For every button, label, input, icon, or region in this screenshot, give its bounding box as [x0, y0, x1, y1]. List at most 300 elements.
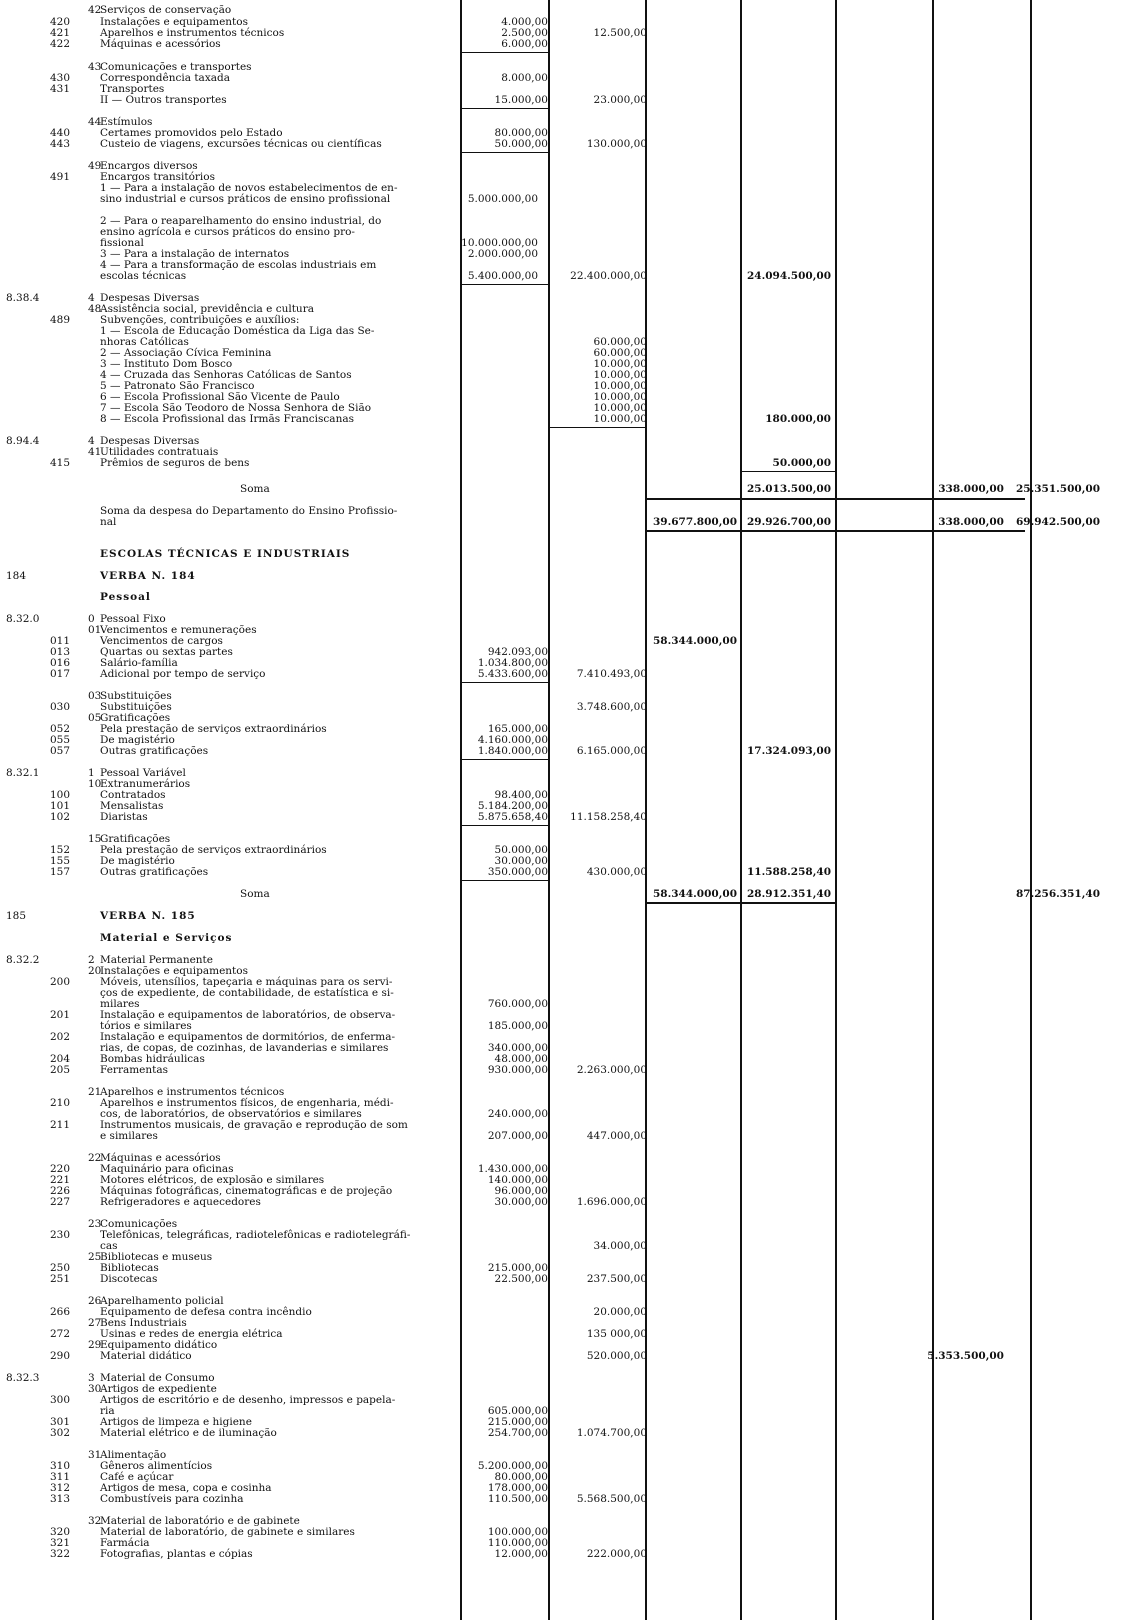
- item-code: 013: [50, 646, 71, 658]
- item-label: Encargos transitórios: [100, 171, 215, 183]
- amount-a1: 1.840.000,00: [477, 745, 548, 757]
- item-label: Instalação e equipamentos de dormitórios, de enferma-: [100, 1031, 396, 1043]
- item-label: Café e açúcar: [100, 1471, 174, 1483]
- amount-a1: 760.000,00: [487, 998, 548, 1010]
- amount-a1: 50.000,00: [494, 138, 548, 150]
- item-label: Pessoal: [100, 591, 151, 603]
- amount-a1: 215.000,00: [487, 1416, 548, 1428]
- amount-a2: 11.158.258,40: [570, 811, 647, 823]
- amount-a2: 10.000,00: [593, 413, 647, 425]
- amount-a1: 215.000,00: [487, 1262, 548, 1274]
- group-code: 32: [88, 1515, 102, 1527]
- item-code: 052: [50, 723, 71, 735]
- item-label: milares: [100, 998, 140, 1010]
- group-code: 4: [88, 292, 95, 304]
- item-label: 1 — Escola de Educação Doméstica da Liga das Se-: [100, 325, 375, 337]
- amount-a6: 87.256.351,40: [1015, 888, 1100, 900]
- item-code: 440: [50, 127, 71, 139]
- item-code: 157: [50, 866, 71, 878]
- item-label: Comunicações e transportes: [100, 61, 252, 73]
- amount-a6: 25.351.500,00: [1015, 483, 1100, 495]
- rule: [460, 759, 548, 760]
- item-code: 266: [50, 1306, 71, 1318]
- item-label: Comunicações: [100, 1218, 178, 1230]
- item-label: Fotografias, plantas e cópias: [100, 1548, 253, 1560]
- item-label: Salário-família: [100, 657, 178, 669]
- group-code: 22: [88, 1152, 102, 1164]
- amount-a2: 237.500,00: [586, 1273, 647, 1285]
- rule: [460, 108, 548, 109]
- item-code: 320: [50, 1526, 71, 1538]
- amount-a1: 30.000,00: [494, 1196, 548, 1208]
- amount-a4: 11.588.258,40: [746, 866, 831, 878]
- item-code: 300: [50, 1394, 71, 1406]
- item-label: Motores elétricos, de explosão e similares: [100, 1174, 325, 1186]
- item-label: Aparelhos e instrumentos técnicos: [100, 1086, 285, 1098]
- item-label: Alimentação: [100, 1449, 167, 1461]
- amount-a4: 50.000,00: [772, 457, 831, 469]
- amount-a2: 2.263.000,00: [576, 1064, 647, 1076]
- item-label: Material e Serviços: [100, 932, 233, 944]
- item-code: 311: [50, 1471, 71, 1483]
- group-code: 26: [88, 1295, 102, 1307]
- amount-a1: 185.000,00: [487, 1020, 548, 1032]
- amount-a1: 2.500,00: [501, 27, 548, 39]
- table-row: [0, 138, 1132, 150]
- amount-a1: 178.000,00: [487, 1482, 548, 1494]
- item-label: Artigos de mesa, copa e cosinha: [100, 1482, 272, 1494]
- group-code: 25: [88, 1251, 102, 1263]
- item-code: 301: [50, 1416, 71, 1428]
- amount-a1: 110.000,00: [487, 1537, 548, 1549]
- group-code: 10: [88, 778, 102, 790]
- amount-a1: 80.000,00: [494, 127, 548, 139]
- item-label: Soma da despesa do Departamento do Ensino Profissio-: [100, 505, 398, 517]
- item-label: Substituições: [100, 701, 172, 713]
- rule: [460, 152, 548, 153]
- item-label: Pessoal Variável: [100, 767, 186, 779]
- amount-a2: 3.748.600,00: [576, 701, 647, 713]
- item-code: 210: [50, 1097, 71, 1109]
- amount-a1: 240.000,00: [487, 1108, 548, 1120]
- amount-a4: 24.094.500,00: [746, 270, 831, 282]
- amount-a2: 1.696.000,00: [576, 1196, 647, 1208]
- item-code: 251: [50, 1273, 71, 1285]
- item-code: 321: [50, 1537, 71, 1549]
- rule: [645, 498, 1025, 500]
- amount-a1: 50.000,00: [494, 844, 548, 856]
- amount-a1: 4.160.000,00: [477, 734, 548, 746]
- item-label: Artigos de limpeza e higiene: [100, 1416, 252, 1428]
- item-label: Material de Consumo: [100, 1372, 215, 1384]
- table-row: [0, 516, 1132, 528]
- item-label: nal: [100, 516, 117, 528]
- amount-a4: 180.000,00: [765, 413, 831, 425]
- table-row: [0, 38, 1132, 50]
- item-label: Diaristas: [100, 811, 148, 823]
- item-label: Farmácia: [100, 1537, 150, 1549]
- item-label: nhoras Católicas: [100, 336, 189, 348]
- item-label: Aparelhos e instrumentos técnicos: [100, 27, 285, 39]
- item-label: Pessoal Fixo: [100, 613, 166, 625]
- item-code: 230: [50, 1229, 71, 1241]
- amount-a1: 48.000,00: [494, 1053, 548, 1065]
- amount-a1: 5.875.658,40: [477, 811, 548, 823]
- item-label: Outras gratificações: [100, 745, 209, 757]
- item-label: Bombas hidráulicas: [100, 1053, 205, 1065]
- item-code: 200: [50, 976, 71, 988]
- item-code: 205: [50, 1064, 71, 1076]
- item-label: 2 — Associação Cívica Feminina: [100, 347, 272, 359]
- item-label: escolas técnicas: [100, 270, 187, 282]
- amount-a0: 5.000.000,00: [467, 193, 538, 205]
- amount-a1: 350.000,00: [487, 866, 548, 878]
- table-row: [0, 1273, 1132, 1285]
- amount-a1: 8.000,00: [501, 72, 548, 84]
- item-label: Material de laboratório e de gabinete: [100, 1515, 300, 1527]
- item-code: 220: [50, 1163, 71, 1175]
- item-label: Vencimentos de cargos: [100, 635, 223, 647]
- section-code: 8.32.2: [6, 954, 40, 966]
- amount-a1: 165.000,00: [487, 723, 548, 735]
- item-code: 011: [50, 635, 71, 647]
- table-row: [0, 570, 1132, 582]
- item-label: Vencimentos e remunerações: [100, 624, 257, 636]
- rule: [645, 530, 1025, 532]
- item-label: Despesas Diversas: [100, 292, 200, 304]
- item-label: Aparelhamento policial: [100, 1295, 224, 1307]
- amount-a1: 942.093,00: [487, 646, 548, 658]
- item-label: Material Permanente: [100, 954, 213, 966]
- item-code: 491: [50, 171, 71, 183]
- item-code: 313: [50, 1493, 71, 1505]
- table-row: [0, 866, 1132, 878]
- table-row: [0, 4, 1132, 16]
- item-label: Equipamento de defesa contra incêndio: [100, 1306, 312, 1318]
- table-row: [0, 811, 1132, 823]
- item-label: Soma: [240, 483, 270, 495]
- item-label: ensino agrícola e cursos práticos do ensino pro-: [100, 226, 355, 238]
- item-code: 100: [50, 789, 71, 801]
- item-code: 152: [50, 844, 71, 856]
- table-row: [0, 1064, 1132, 1076]
- item-label: ESCOLAS TÉCNICAS E INDUSTRIAIS: [100, 548, 351, 560]
- amount-a6: 69.942.500,00: [1015, 516, 1100, 528]
- rule: [460, 825, 548, 826]
- table-row: [0, 745, 1132, 757]
- amount-a3: 58.344.000,00: [652, 888, 737, 900]
- item-label: Custeio de viagens, excursões técnicas ou científicas: [100, 138, 382, 150]
- item-label: Móveis, utensílios, tapeçaria e máquinas para os servi-: [100, 976, 393, 988]
- item-label: Material elétrico e de iluminação: [100, 1427, 277, 1439]
- item-code: 201: [50, 1009, 71, 1021]
- item-label: tórios e similares: [100, 1020, 192, 1032]
- amount-a1: 140.000,00: [487, 1174, 548, 1186]
- amount-a2: 222.000,00: [586, 1548, 647, 1560]
- item-label: 4 — Para a transformação de escolas industriais em: [100, 259, 377, 271]
- item-label: Máquinas fotográficas, cinematográficas e de projeção: [100, 1185, 393, 1197]
- amount-a1: 4.000,00: [501, 16, 548, 28]
- item-label: ria: [100, 1405, 115, 1417]
- item-code: 420: [50, 16, 71, 28]
- amount-a2: 20.000,00: [593, 1306, 647, 1318]
- amount-a5: 338.000,00: [938, 516, 1004, 528]
- amount-a1: 15.000,00: [494, 94, 548, 106]
- section-code: 8.32.3: [6, 1372, 40, 1384]
- group-code: 15: [88, 833, 102, 845]
- amount-a1: 5.200.000,00: [477, 1460, 548, 1472]
- table-row: [0, 94, 1132, 106]
- group-code: 01: [88, 624, 102, 636]
- item-label: De magistério: [100, 734, 175, 746]
- item-label: Utilidades contratuais: [100, 446, 219, 458]
- table-row: [0, 888, 1132, 900]
- item-label: II — Outros transportes: [100, 94, 227, 106]
- item-code: 226: [50, 1185, 71, 1197]
- group-code: 21: [88, 1086, 102, 1098]
- amount-a2: 34.000,00: [593, 1240, 647, 1252]
- group-code: 31: [88, 1449, 102, 1461]
- group-code: 23: [88, 1218, 102, 1230]
- item-label: Contratados: [100, 789, 166, 801]
- item-label: Pela prestação de serviços extraordinários: [100, 844, 327, 856]
- item-label: sino industrial e cursos práticos de ensino profissional: [100, 193, 391, 205]
- amount-a1: 5.184.200,00: [477, 800, 548, 812]
- amount-a2: 5.568.500,00: [576, 1493, 647, 1505]
- item-code: 057: [50, 745, 71, 757]
- amount-a2: 447.000,00: [586, 1130, 647, 1142]
- item-label: 8 — Escola Profissional das Irmãs Franciscanas: [100, 413, 354, 425]
- item-code: 227: [50, 1196, 71, 1208]
- item-label: Despesas Diversas: [100, 435, 200, 447]
- item-code: 421: [50, 27, 71, 39]
- group-code: 4: [88, 435, 95, 447]
- item-label: Mensalistas: [100, 800, 164, 812]
- item-label: Artigos de expediente: [100, 1383, 217, 1395]
- amount-a1: 930.000,00: [487, 1064, 548, 1076]
- item-code: 489: [50, 314, 71, 326]
- amount-a2: 23.000,00: [593, 94, 647, 106]
- group-code: 27: [88, 1317, 102, 1329]
- item-code: 101: [50, 800, 71, 812]
- table-row: [0, 668, 1132, 680]
- item-label: Instrumentos musicais, de gravação e reprodução de som: [100, 1119, 408, 1131]
- item-label: 4 — Cruzada das Senhoras Católicas de Santos: [100, 369, 352, 381]
- rule: [460, 682, 548, 683]
- rule: [460, 880, 548, 881]
- amount-a2: 130.000,00: [586, 138, 647, 150]
- amount-a1: 30.000,00: [494, 855, 548, 867]
- item-code: 030: [50, 701, 71, 713]
- item-code: 290: [50, 1350, 71, 1362]
- item-label: Máquinas e acessórios: [100, 38, 221, 50]
- group-code: 43: [88, 61, 102, 73]
- item-label: Refrigeradores e aquecedores: [100, 1196, 261, 1208]
- item-label: Maquinário para oficinas: [100, 1163, 234, 1175]
- item-code: 430: [50, 72, 71, 84]
- item-label: Serviços de conservação: [100, 4, 232, 16]
- item-label: Estímulos: [100, 116, 153, 128]
- rule: [460, 284, 548, 285]
- group-code: 03: [88, 690, 102, 702]
- group-code: 48: [88, 303, 102, 315]
- item-label: Artigos de escritório e de desenho, impressos e papela-: [100, 1394, 396, 1406]
- amount-a1: 5.433.600,00: [477, 668, 548, 680]
- amount-a2: 10.000,00: [593, 391, 647, 403]
- item-label: Equipamento didático: [100, 1339, 218, 1351]
- item-label: VERBA N. 184: [100, 570, 196, 582]
- item-label: Telefônicas, telegráficas, radiotelefônicas e radiotelegráfi-: [100, 1229, 411, 1241]
- item-code: 211: [50, 1119, 71, 1131]
- table-row: [0, 1350, 1132, 1362]
- item-label: 5 — Patronato São Francisco: [100, 380, 255, 392]
- amount-a0: 2.000.000,00: [467, 248, 538, 260]
- amount-a2: 10.000,00: [593, 380, 647, 392]
- item-label: 7 — Escola São Teodoro de Nossa Senhora de Sião: [100, 402, 372, 414]
- item-label: Transportes: [100, 83, 165, 95]
- amount-a0: 5.400.000,00: [467, 270, 538, 282]
- table-row: [0, 413, 1132, 425]
- item-label: Encargos diversos: [100, 160, 198, 172]
- item-code: 310: [50, 1460, 71, 1472]
- item-label: Ferramentas: [100, 1064, 169, 1076]
- item-label: Subvenções, contribuições e auxílios:: [100, 314, 300, 326]
- amount-a4: 28.912.351,40: [746, 888, 831, 900]
- item-label: Discotecas: [100, 1273, 158, 1285]
- group-code: 05: [88, 712, 102, 724]
- item-label: cos, de laboratórios, de observatórios e similares: [100, 1108, 362, 1120]
- amount-a4: 25.013.500,00: [746, 483, 831, 495]
- group-code: 30: [88, 1383, 102, 1395]
- amount-a2: 520.000,00: [586, 1350, 647, 1362]
- item-code: 202: [50, 1031, 71, 1043]
- table-row: [0, 1493, 1132, 1505]
- item-label: 1 — Para a instalação de novos estabelecimentos de en-: [100, 182, 398, 194]
- item-label: Pela prestação de serviços extraordinários: [100, 723, 327, 735]
- item-code: 017: [50, 668, 71, 680]
- amount-a4: 17.324.093,00: [746, 745, 831, 757]
- item-code: 221: [50, 1174, 71, 1186]
- amount-a2: 10.000,00: [593, 358, 647, 370]
- amount-a2: 60.000,00: [593, 336, 647, 348]
- group-code: 2: [88, 954, 95, 966]
- item-label: Usinas e redes de energia elétrica: [100, 1328, 283, 1340]
- table-row: [0, 483, 1132, 495]
- item-label: De magistério: [100, 855, 175, 867]
- group-code: 42: [88, 4, 102, 16]
- item-label: Outras gratificações: [100, 866, 209, 878]
- amount-a3: 58.344.000,00: [652, 635, 737, 647]
- amount-a1: 98.400,00: [494, 789, 548, 801]
- item-label: Gratificações: [100, 833, 171, 845]
- item-label: Prêmios de seguros de bens: [100, 457, 250, 469]
- group-code: 49: [88, 160, 102, 172]
- section-code: 8.32.0: [6, 613, 40, 625]
- group-code: 3: [88, 1372, 95, 1384]
- table-row: [0, 1548, 1132, 1560]
- item-label: Adicional por tempo de serviço: [100, 668, 266, 680]
- amount-a1: 6.000,00: [501, 38, 548, 50]
- amount-a2: 430.000,00: [586, 866, 647, 878]
- item-label: Gratificações: [100, 712, 171, 724]
- item-code: 431: [50, 83, 71, 95]
- item-code: 102: [50, 811, 71, 823]
- section-code: 184: [6, 570, 27, 582]
- item-label: Soma: [240, 888, 270, 900]
- rule: [740, 471, 835, 472]
- amount-a1: 110.500,00: [487, 1493, 548, 1505]
- amount-a1: 1.430.000,00: [477, 1163, 548, 1175]
- section-code: 185: [6, 910, 27, 922]
- group-code: 44: [88, 116, 102, 128]
- table-row: [0, 1196, 1132, 1208]
- amount-a1: 254.700,00: [487, 1427, 548, 1439]
- amount-a2: 60.000,00: [593, 347, 647, 359]
- amount-a2: 22.400.000,00: [570, 270, 647, 282]
- amount-a0: 10.000.000,00: [461, 237, 538, 249]
- amount-a5: 5.353.500,00: [927, 1350, 1004, 1362]
- item-label: Combustíveis para cozinha: [100, 1493, 244, 1505]
- item-code: 302: [50, 1427, 71, 1439]
- table-row: [0, 548, 1132, 560]
- item-label: Correspondência taxada: [100, 72, 230, 84]
- group-code: 20: [88, 965, 102, 977]
- amount-a5: 338.000,00: [938, 483, 1004, 495]
- amount-a2: 12.500,00: [593, 27, 647, 39]
- section-code: 8.32.1: [6, 767, 40, 779]
- group-code: 41: [88, 446, 102, 458]
- item-label: Gêneros alimentícios: [100, 1460, 213, 1472]
- item-label: Bens Industriais: [100, 1317, 187, 1329]
- item-label: 2 — Para o reaparelhamento do ensino industrial, do: [100, 215, 382, 227]
- item-label: e similares: [100, 1130, 158, 1142]
- item-label: Máquinas e acessórios: [100, 1152, 221, 1164]
- table-row: [0, 1427, 1132, 1439]
- item-label: Certames promovidos pelo Estado: [100, 127, 283, 139]
- amount-a3: 39.677.800,00: [652, 516, 737, 528]
- amount-a2: 10.000,00: [593, 369, 647, 381]
- amount-a2: 7.410.493,00: [576, 668, 647, 680]
- amount-a2: 6.165.000,00: [576, 745, 647, 757]
- amount-a2: 10.000,00: [593, 402, 647, 414]
- amount-a4: 29.926.700,00: [746, 516, 831, 528]
- item-label: 3 — Para a instalação de internatos: [100, 248, 290, 260]
- item-label: VERBA N. 185: [100, 910, 196, 922]
- item-label: Assistência social, previdência e cultura: [100, 303, 314, 315]
- group-code: 29: [88, 1339, 102, 1351]
- item-label: Substituições: [100, 690, 172, 702]
- item-code: 443: [50, 138, 71, 150]
- item-label: Bibliotecas: [100, 1262, 159, 1274]
- item-code: 155: [50, 855, 71, 867]
- rule: [548, 427, 645, 428]
- item-label: Instalações e equipamentos: [100, 16, 248, 28]
- item-code: 016: [50, 657, 71, 669]
- amount-a1: 1.034.800,00: [477, 657, 548, 669]
- section-code: 8.38.4: [6, 292, 40, 304]
- item-label: 6 — Escola Profissional São Vicente de Paulo: [100, 391, 340, 403]
- amount-a1: 207.000,00: [487, 1130, 548, 1142]
- item-code: 272: [50, 1328, 71, 1340]
- section-code: 8.94.4: [6, 435, 40, 447]
- amount-a1: 80.000,00: [494, 1471, 548, 1483]
- item-code: 322: [50, 1548, 71, 1560]
- table-row: [0, 932, 1132, 944]
- rule: [460, 52, 548, 53]
- item-label: Instalações e equipamentos: [100, 965, 248, 977]
- group-code: 1: [88, 767, 95, 779]
- item-label: Bibliotecas e museus: [100, 1251, 213, 1263]
